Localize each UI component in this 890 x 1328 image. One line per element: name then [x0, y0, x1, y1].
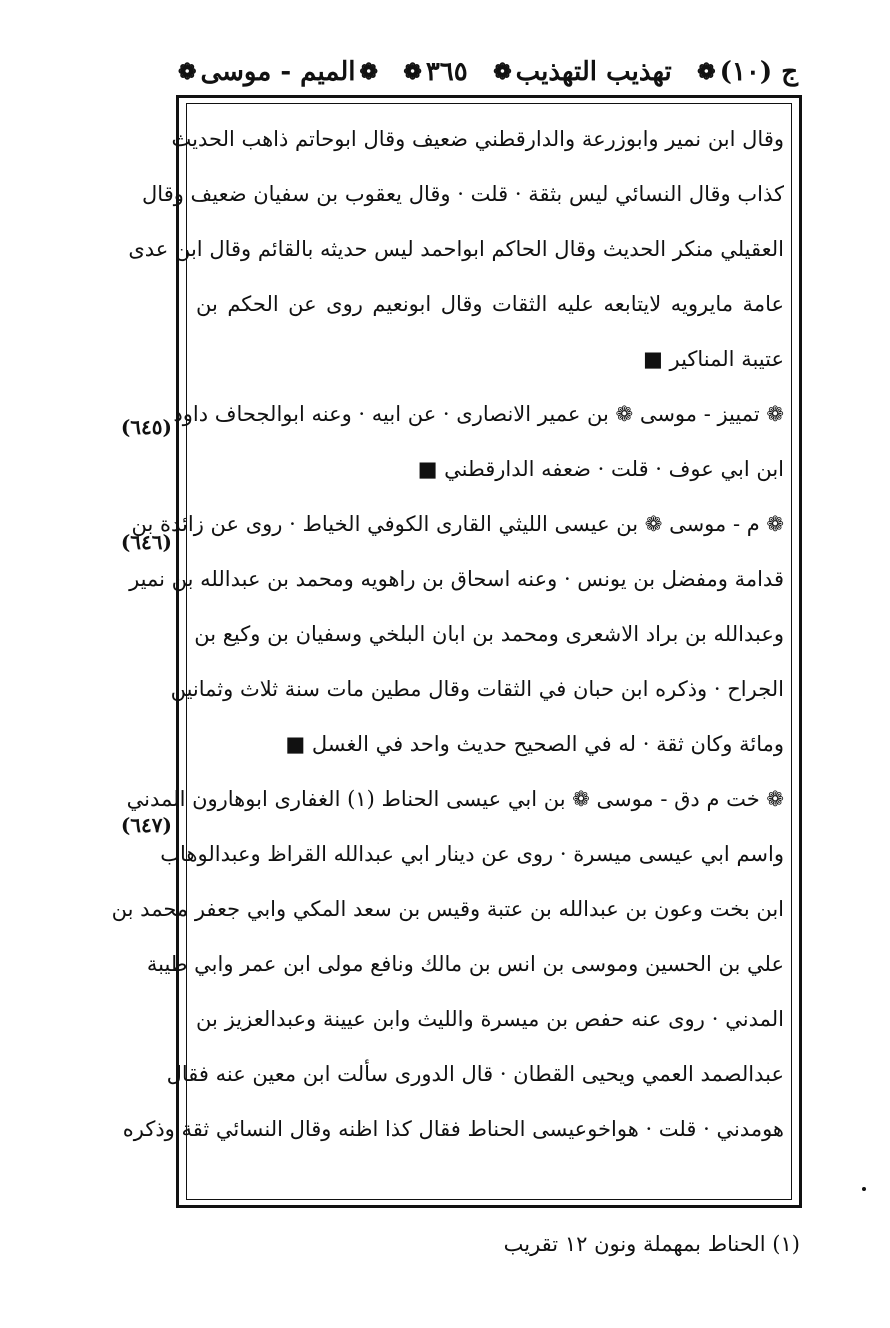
page-header	[178, 50, 798, 94]
footnote: (١) الحناط بمهملة ونون ١٢ تقريب	[503, 1232, 800, 1256]
text-line: كذاب وقال النسائي ليس بثقة · قلت · وقال يعقوب بن سفيان ضعيف وقال	[142, 182, 784, 206]
text-line: الجراح · وذكره ابن حبان في الثقات وقال مطين مات سنة ثلاث وثمانين	[170, 677, 784, 701]
entry-number: (٦٤٥)	[120, 415, 172, 439]
text-line: عتيبة المناكير ■	[642, 347, 784, 371]
text-line: عامة مايرويه لايتابعه عليه الثقات وقال ابونعيم روى عن الحكم بن	[196, 292, 784, 316]
header-section: ❁ الميم - موسى ❁	[178, 57, 378, 87]
entry-number: (٦٤٦)	[120, 530, 172, 554]
header-page-number: ٣٦٥ ❁	[403, 57, 468, 87]
ornament-icon: ❁	[697, 59, 716, 85]
text-line: ❁ م - موسى ❁ بن عيسى الليثي القارى الكوفي الخياط · روى عن زائدة بن	[131, 512, 784, 536]
margin-dot	[862, 1187, 866, 1191]
text-line: ومائة وكان ثقة · له في الصحيح حديث واحد في الغسل ■	[285, 732, 784, 756]
text-line: ❁ خت م دق - موسى ❁ بن ابي عيسى الحناط (١) الغفارى ابوهارون المدني	[126, 787, 784, 811]
header-volume: ج (١٠) ❁	[697, 57, 798, 87]
text-line: وعبدالله بن براد الاشعرى ومحمد بن ابان البلخي وسفيان بن وكيع بن	[194, 622, 784, 646]
entry-number: (٦٤٧)	[120, 813, 172, 837]
ornament-icon: ❁	[178, 59, 197, 85]
text-line: العقيلي منكر الحديث وقال الحاكم ابواحمد ليس حديثه بالقائم وقال ابن عدى	[128, 237, 784, 261]
text-line: هومدني · قلت · هواخوعيسى الحناط فقال كذا اظنه وقال النسائي ثقة وذكره	[122, 1117, 784, 1141]
text-line: عبدالصمد العمي ويحيى القطان · قال الدورى سألت ابن معين عنه فقال	[166, 1062, 784, 1086]
text-line: علي بن الحسين وموسى بن انس بن مالك ونافع مولى ابن عمر وابي طيبة	[146, 952, 784, 976]
text-line: ابن بخت وعون بن عبدالله بن عتبة وقيس بن سعد المكي وابي جعفر محمد بن	[111, 897, 784, 921]
text-line: وقال ابن نمير وابوزرعة والدارقطني ضعيف وقال ابوحاتم ذاهب الحديث	[171, 127, 784, 151]
header-book-title: تهذيب التهذيب ❁	[493, 57, 672, 87]
text-line: واسم ابي عيسى ميسرة · روى عن دينار ابي عبدالله القراظ وعبدالوهاب	[160, 842, 784, 866]
ornament-icon: ❁	[403, 59, 422, 85]
text-line: ابن ابي عوف · قلت · ضعفه الدارقطني ■	[417, 457, 784, 481]
ornament-icon: ❁	[359, 59, 378, 85]
text-line: المدني · روى عنه حفص بن ميسرة والليث وابن عيينة وعبدالعزيز بن	[196, 1007, 784, 1031]
text-line: ❁ تمييز - موسى ❁ بن عمير الانصارى · عن ابيه · وعنه ابوالجحاف داود	[173, 402, 784, 426]
text-line: قدامة ومفضل بن يونس · وعنه اسحاق بن راهويه ومحمد بن عبدالله بن نمير	[129, 567, 784, 591]
ornament-icon: ❁	[493, 59, 512, 85]
